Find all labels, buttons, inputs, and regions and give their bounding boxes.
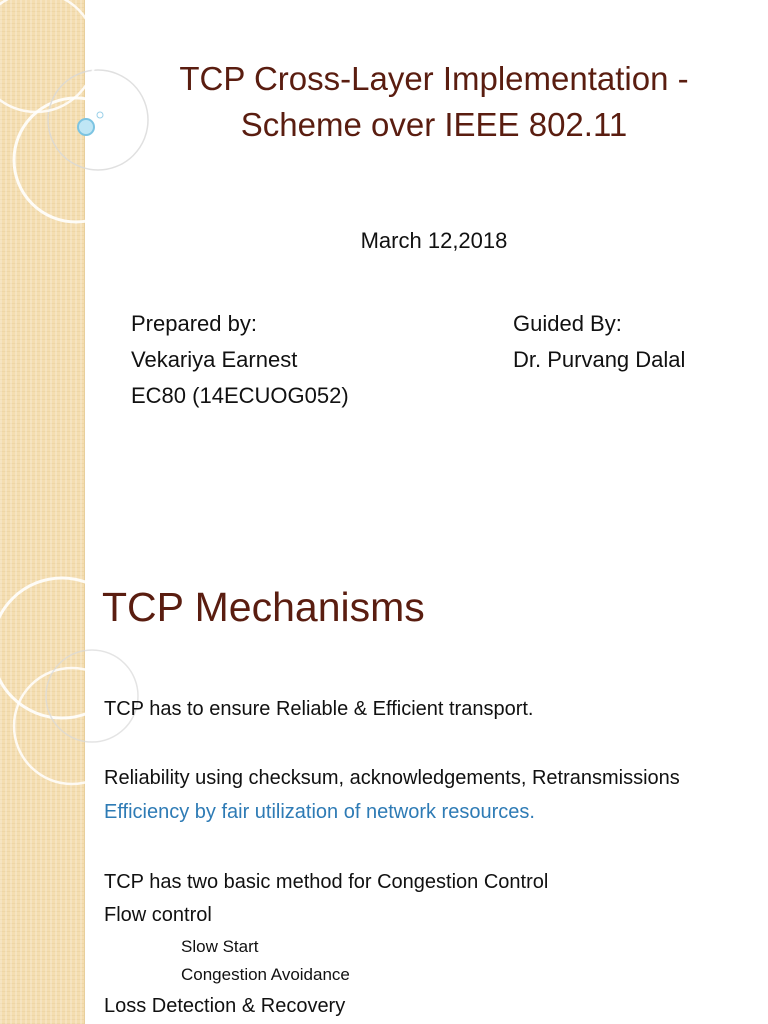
slide-title: TCP Mechanisms: [102, 584, 425, 630]
body-line: TCP has two basic method for Congestion Control: [104, 871, 549, 893]
sub-item: Slow Start: [181, 937, 259, 956]
prepared-by-block: [131, 306, 349, 414]
title-line-2: Scheme over IEEE 802.11: [240, 106, 628, 143]
prepared-by-name: Vekariya Earnest: [131, 347, 298, 372]
guided-by-name: Dr. Purvang Dalal: [513, 347, 686, 372]
prepared-by-label: Prepared by:: [131, 311, 257, 336]
guided-by-block: [513, 306, 685, 378]
body-line: TCP has to ensure Reliable & Efficient transport.: [104, 698, 534, 720]
sub-item: Congestion Avoidance: [181, 965, 350, 984]
presentation-title: [100, 56, 768, 148]
guided-by-label: Guided By:: [513, 311, 622, 336]
prepared-by-id: EC80 (14ECUOG052): [131, 383, 349, 408]
content-slide: [0, 576, 768, 1024]
title-line-1: TCP Cross-Layer Implementation -: [179, 60, 689, 97]
body-line: Flow control: [104, 904, 212, 926]
presentation-date: March 12,2018: [360, 228, 508, 253]
body-line: Reliability using checksum, acknowledgements, Retransmissions: [104, 767, 680, 789]
body-line: Loss Detection & Recovery: [104, 995, 346, 1017]
body-line-highlighted: Efficiency by fair utilization of network resources.: [104, 801, 535, 823]
